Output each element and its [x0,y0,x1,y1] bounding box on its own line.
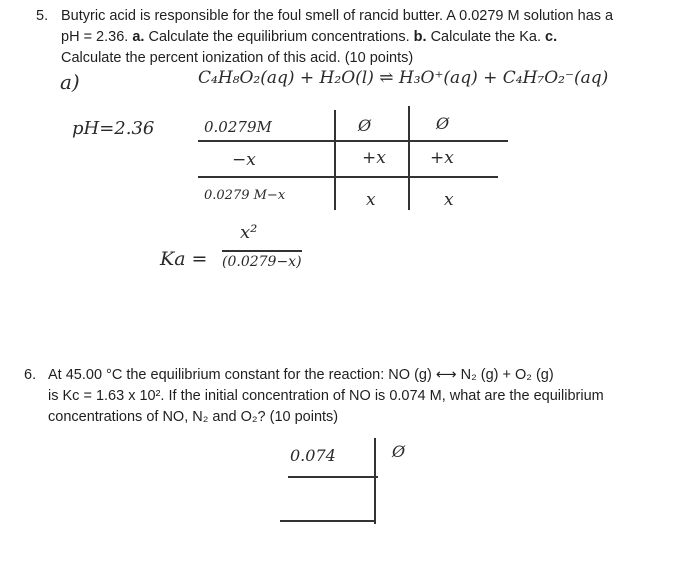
question-6 [24,365,684,428]
ice-cell: x [444,190,454,210]
question-text-line: pH = 2.36. a. Calculate the equilibrium concentrations. b. Calculate the Ka. c. [61,29,558,45]
question-text-line: is Kc = 1.63 x 10². If the initial concentration of NO is 0.074 M, what are the equilibrium [48,388,604,404]
question-text-line: concentrations of NO, N₂ and O₂? (10 points) [48,409,339,425]
ice-cell: Ø [436,114,450,133]
handwritten-part-label: a) [60,70,80,94]
part-label: a. [132,29,145,45]
question-5 [36,6,686,69]
question-number: 5. [36,8,49,24]
table-rule [288,476,378,478]
ice-cell: 0.074 [290,446,336,465]
part-label: b. [413,29,427,45]
ka-label: Ka = [160,248,208,270]
handwritten-equation: C₄H₈O₂(aq) + H₂O(l) ⇌ H₃O⁺(aq) + C₄H₇O₂⁻(aq) [198,68,609,88]
question-text-line: Butyric acid is responsible for the foul smell of rancid butter. A 0.0279 M solution has a [61,8,614,24]
ka-denominator: (0.0279−x) [222,254,302,270]
fraction-bar [222,250,302,252]
ice-cell: +x [362,148,386,168]
ice-cell: Ø [358,116,372,135]
ka-numerator: x² [240,222,258,243]
question-text-line: At 45.00 °C the equilibrium constant for the reaction: NO (g) ⟷ N₂ (g) + O₂ (g) [48,367,554,383]
part-label: c. [545,29,558,45]
ice-cell: x [366,190,376,210]
ice-cell: −x [232,150,256,170]
ice-cell: Ø [392,442,406,461]
table-rule [280,520,376,522]
table-rule [334,110,336,210]
ice-cell: 0.0279M [204,118,272,136]
question-number: 6. [24,367,37,383]
table-rule [374,438,376,524]
handwritten-ph-note: pH=2.36 [72,118,155,139]
table-rule [198,140,508,142]
ice-cell: 0.0279 M−x [204,188,286,203]
question-text-line: Calculate the percent ionization of this acid. (10 points) [61,50,414,66]
table-rule [198,176,498,178]
table-rule [408,106,410,210]
ice-cell: +x [430,148,454,168]
